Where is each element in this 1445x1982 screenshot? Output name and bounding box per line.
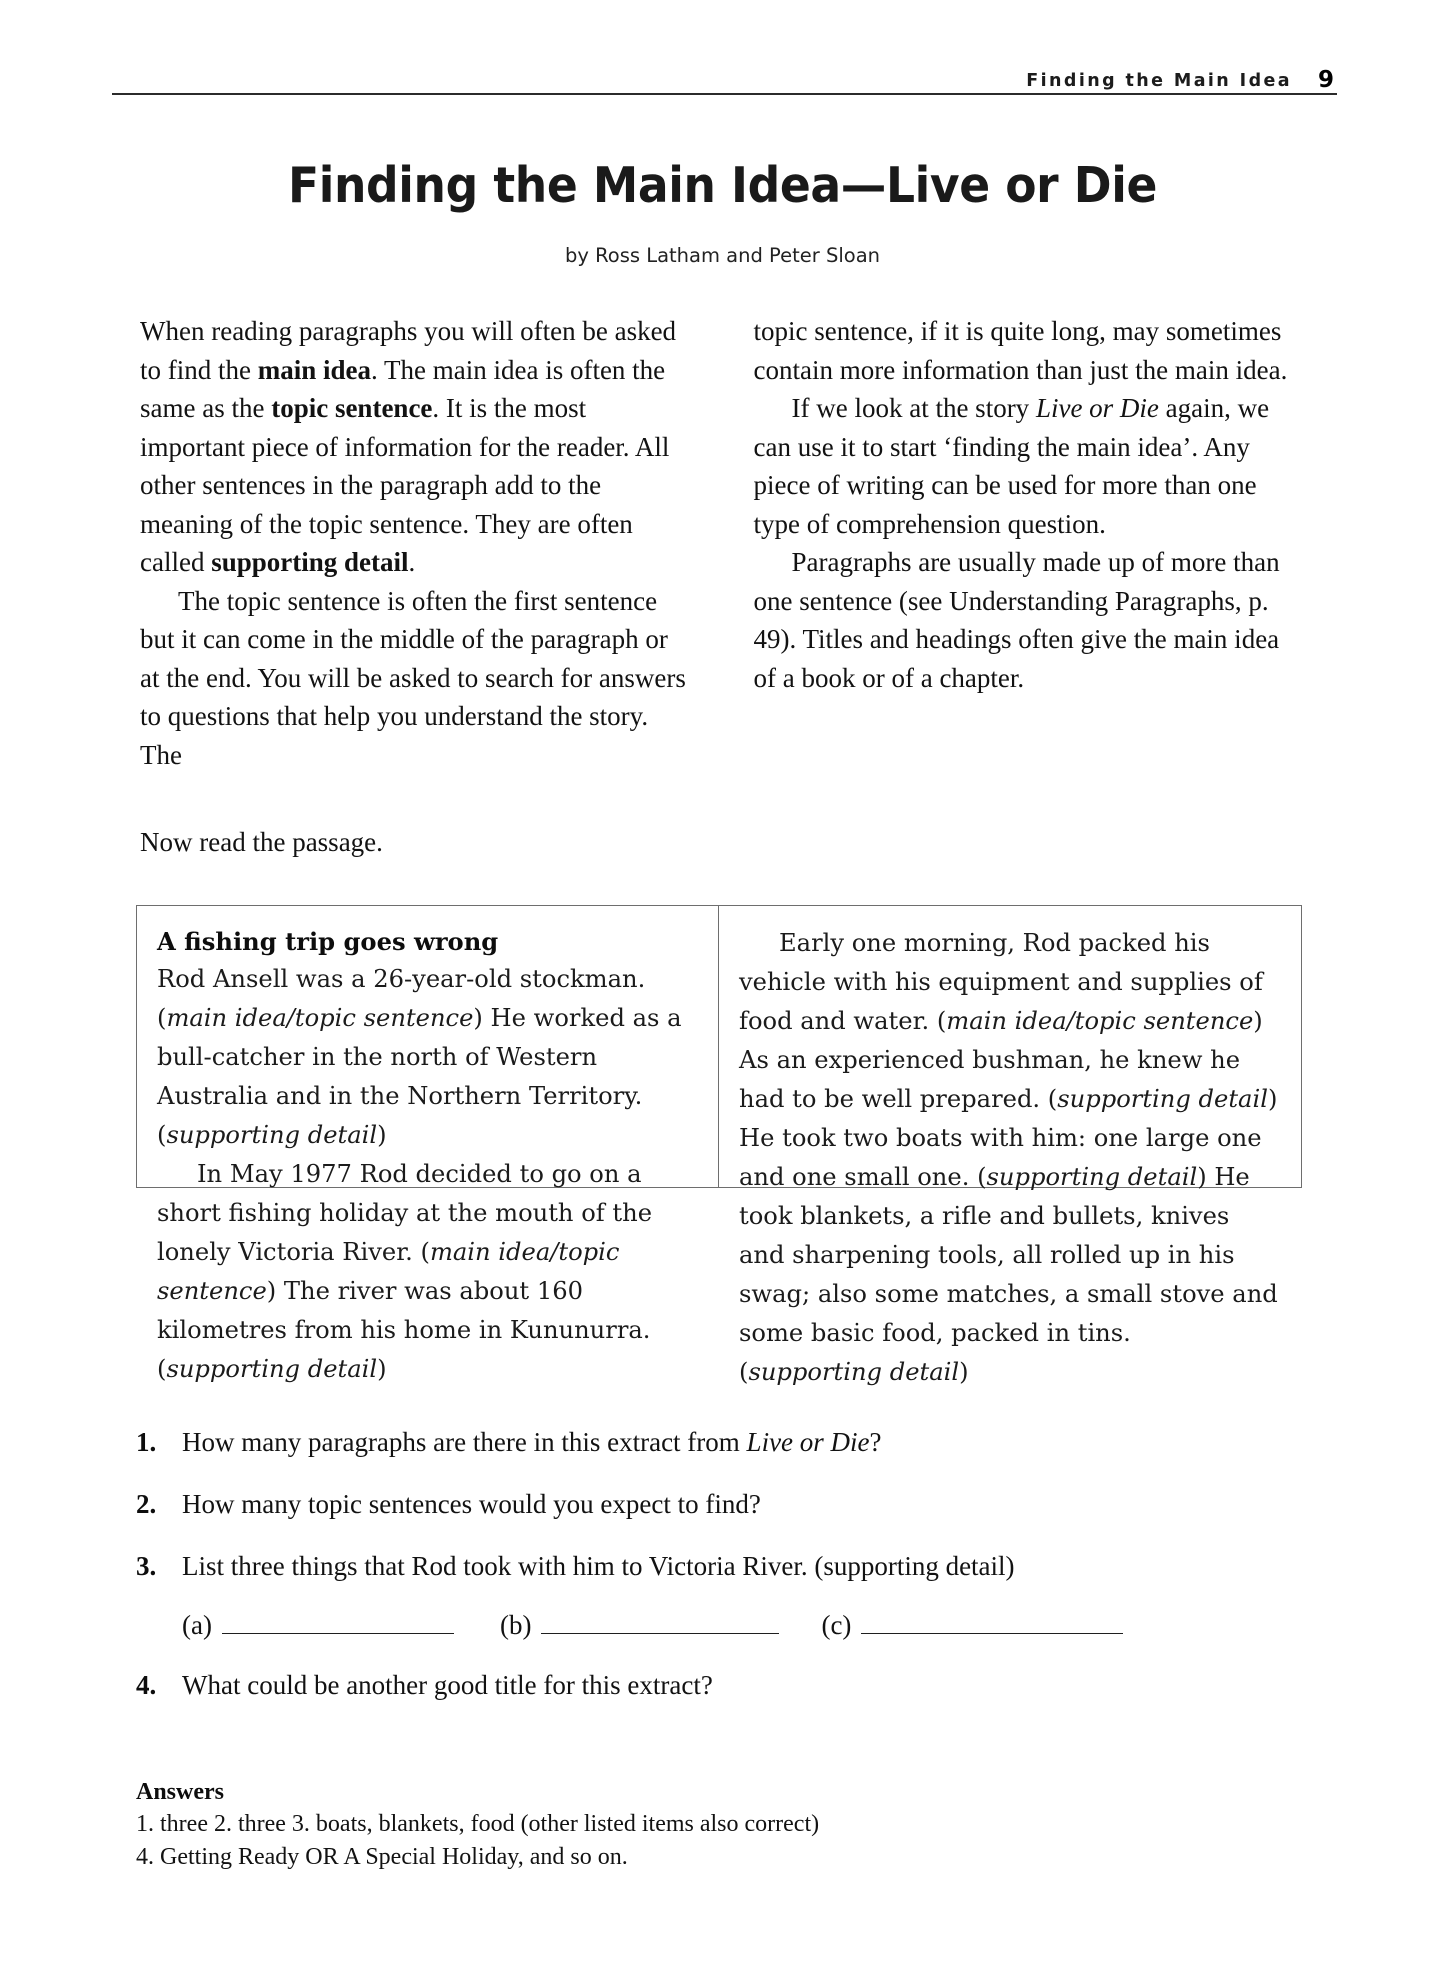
running-head-title: Finding the Main Idea [1026,70,1292,91]
question-number: 1. [136,1427,157,1457]
page-title: Finding the Main Idea—Live or Die [287,157,1158,214]
intro-columns [140,312,1305,774]
question-item [136,1424,1336,1460]
question-number: 4. [136,1670,157,1700]
running-head [112,48,1334,93]
answer-blank-row [182,1610,1336,1641]
passage-left-body [157,960,698,1389]
answer-blank-b-label: (b) [499,1610,532,1640]
passage-right-body [739,924,1281,1392]
answer-blank-a[interactable] [182,1610,500,1641]
paragraph: If we look at the story Live or Die again, we can use it to start ‘finding the main idea’. Any piece of writing can be used for more than one type of comprehension question. [753,393,1270,539]
paragraph: Rod Ansell was a 26-year-old stockman. (main idea/topic sentence) He worked as a bull-catcher in the north of Western Australia and in the Northern Territory. (supporting detail) [157,965,682,1149]
question-item [136,1548,1336,1584]
paragraph: Paragraphs are usually made up of more than one sentence (see Understanding Paragraphs, p. 49). Titles and headings often give the main idea of a book or of a chapter. [753,547,1280,693]
passage-heading: A fishing trip goes wrong [157,927,499,956]
answer-blank-a-line[interactable] [222,1611,454,1634]
passage-box [136,905,1302,1386]
answer-blank-b-line[interactable] [541,1611,779,1634]
answer-blank-b[interactable] [500,1610,821,1641]
answer-blank-c-label: (c) [821,1610,852,1640]
paragraph: In May 1977 Rod decided to go on a short fishing holiday at the mouth of the lonely Victoria River. (main idea/topic sentence) The river was about 160 kilometres from his home in Kununurra. (supporting detail) [157,1160,653,1383]
header-divider [112,93,1337,95]
byline: by Ross Latham and Peter Sloan [564,244,881,267]
passage-column-left [137,906,719,1383]
question-number: 2. [136,1489,157,1519]
answer-blank-c-line[interactable] [861,1611,1123,1634]
question-number: 3. [136,1551,157,1581]
answers-line: 4. Getting Ready OR A Special Holiday, and so on. [136,1844,628,1870]
now-read-instruction: Now read the passage. [140,827,383,857]
intro-column-left [140,312,692,774]
answer-blank-a-label: (a) [182,1610,212,1640]
answer-blank-c[interactable] [821,1610,1123,1641]
paragraph: topic sentence, if it is quite long, may sometimes contain more information than just the main idea. [753,316,1288,385]
paragraph: Early one morning, Rod packed his vehicle with his equipment and supplies of food and water. (main idea/topic sentence) As an experienced bushman, he knew he had to be well prepared. (supporting detail) He took two boats with him: one large one and one small one. (supporting detail) He took blankets, a rifle and bullets, knives and sharpening tools, all rolled up in his swag; also some matches, a small stove and some basic food, packed in tins. (supporting detail) [739,929,1278,1386]
question-text: What could be another good title for this extract? [182,1670,713,1700]
question-text: List three things that Rod took with him to Victoria River. (supporting detail) [182,1551,1015,1581]
page-number: 9 [1317,67,1334,93]
passage-column-right [719,906,1301,1386]
question-item [136,1486,1336,1522]
answers-heading: Answers [136,1779,224,1805]
paragraph: When reading paragraphs you will often be asked to find the main idea. The main idea is often the same as the topic sentence. It is the most important piece of information for the reader. All other sentences in the paragraph add to the meaning of the topic sentence. They are often called supporting detail. [140,316,677,577]
answers-line: 1. three 2. three 3. boats, blankets, food (other listed items also correct) [136,1811,820,1837]
question-item [136,1667,1336,1703]
question-text: How many topic sentences would you expect to find? [182,1489,761,1519]
question-text: How many paragraphs are there in this extract from Live or Die? [182,1427,882,1457]
answers-section [136,1776,1236,1874]
questions-list [136,1424,1336,1729]
paragraph: The topic sentence is often the first sentence but it can come in the middle of the paragraph or at the end. You will be asked to search for answers to questions that help you understand the story. The [140,585,686,770]
intro-column-right [754,312,1306,774]
